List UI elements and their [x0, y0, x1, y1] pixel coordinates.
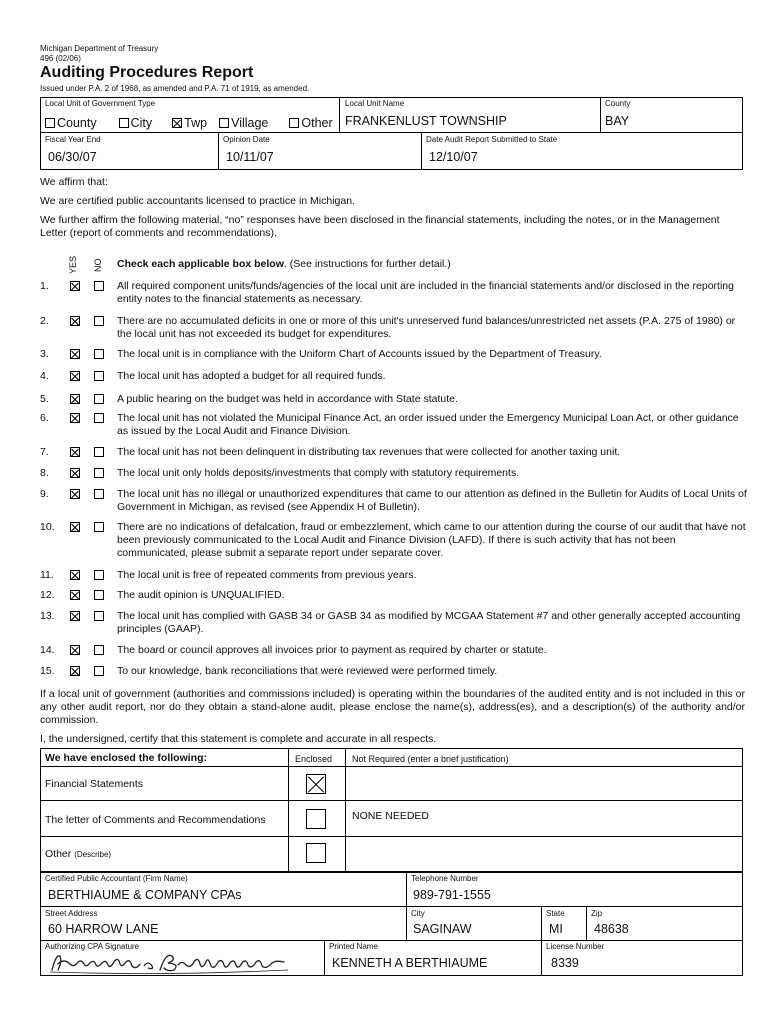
- financial-statements-label: Financial Statements: [45, 778, 144, 790]
- county-option-label: County: [57, 116, 97, 130]
- item-text: The local unit has not violated the Municipal Finance Act, an order issued under the Emergency Municipal Loan Act, or other guidance as issued by the Local Audit and Finance Division.: [117, 412, 739, 437]
- village-option-label: Village: [231, 116, 269, 130]
- no-checkbox[interactable]: [94, 468, 104, 478]
- yes-checkbox[interactable]: [70, 349, 80, 359]
- financial-statements-checkbox[interactable]: [306, 774, 326, 794]
- street-label: Street Address: [45, 909, 98, 918]
- item-number: 1.: [40, 280, 49, 292]
- yes-checkbox[interactable]: [70, 666, 80, 676]
- yes-checkbox[interactable]: [70, 316, 80, 326]
- twp-checkbox[interactable]: [172, 118, 182, 128]
- no-checkbox[interactable]: [94, 281, 104, 291]
- firm-name-value[interactable]: BERTHIAUME & COMPANY CPAs: [48, 888, 242, 902]
- city-label: City: [411, 909, 425, 918]
- no-checkbox[interactable]: [94, 522, 104, 532]
- unit-name-label: Local Unit Name: [345, 99, 405, 108]
- item-number: 5.: [40, 393, 49, 405]
- county-value[interactable]: BAY: [605, 114, 630, 128]
- no-column-header: NO: [93, 258, 103, 272]
- no-checkbox[interactable]: [94, 447, 104, 457]
- enclosed-column-header: Enclosed: [295, 754, 333, 764]
- item-number: 9.: [40, 488, 49, 500]
- form-number: 496 (02/06): [40, 54, 81, 63]
- yes-checkbox[interactable]: [70, 611, 80, 621]
- yes-checkbox[interactable]: [70, 590, 80, 600]
- no-checkbox[interactable]: [94, 666, 104, 676]
- item-number: 6.: [40, 412, 49, 424]
- enclosed-header: We have enclosed the following:: [45, 752, 207, 764]
- zip-value[interactable]: 48638: [594, 922, 629, 936]
- other-checkbox[interactable]: [306, 843, 326, 863]
- not-required-column-header: Not Required (enter a brief justification): [352, 754, 509, 764]
- unit-type-label: Local Unit of Government Type: [45, 99, 156, 108]
- unit-type-options: [45, 116, 333, 130]
- department-name: Michigan Department of Treasury: [40, 44, 159, 53]
- item-number: 10.: [40, 521, 55, 533]
- city-option-label: City: [130, 116, 153, 130]
- item-text: A public hearing on the budget was held in accordance with State statute.: [117, 393, 458, 405]
- city-checkbox[interactable]: [119, 118, 129, 128]
- submitted-date-value[interactable]: 12/10/07: [429, 150, 478, 164]
- item-text: The local unit has complied with GASB 34 or GASB 34 as modified by MCGAA Statement #7 and other generally accepted accounting principles (GAAP).: [117, 610, 741, 635]
- item-text: The local unit has no illegal or unauthorized expenditures that came to our attention as defined in the Bulletin for Audits of Local Units of Government in Michigan, as revised (see Appendix H of Bulletin).: [117, 488, 747, 513]
- item-text: There are no accumulated deficits in one or more of this unit's unreserved fund balances/unrestricted net assets (P.A. 275 of 1980) or the local unit has not exceeded its budget for expenditures.: [117, 315, 736, 340]
- city-value[interactable]: SAGINAW: [413, 922, 472, 936]
- yes-checkbox[interactable]: [70, 522, 80, 532]
- certify-statement: I, the undersigned, certify that this statement is complete and accurate in all respects.: [40, 733, 437, 745]
- street-value[interactable]: 60 HARROW LANE: [48, 922, 159, 936]
- state-value[interactable]: MI: [549, 922, 563, 936]
- other-label: Other (Describe): [45, 848, 112, 860]
- opinion-date-label: Opinion Date: [223, 135, 270, 144]
- item-number: 8.: [40, 467, 49, 479]
- item-text: All required component units/funds/agencies of the local unit are included in the financial statements and/or disclosed in the reporting entity notes to the financial statements as necessary.: [117, 280, 734, 305]
- issued-under: Issued under P.A. 2 of 1968, as amended and P.A. 71 of 1919, as amended.: [40, 84, 310, 93]
- fiscal-year-value[interactable]: 06/30/07: [48, 150, 97, 164]
- yes-checkbox[interactable]: [70, 447, 80, 457]
- item-text: The board or council approves all invoices prior to payment as required by charter or statute.: [117, 644, 547, 656]
- item-number: 15.: [40, 665, 55, 677]
- other-option-label: Other: [301, 116, 333, 130]
- no-checkbox[interactable]: [94, 590, 104, 600]
- item-text: The local unit is in compliance with the Uniform Chart of Accounts issued by the Department of Treasury.: [117, 348, 602, 360]
- telephone-value[interactable]: 989-791-1555: [413, 888, 491, 902]
- no-checkbox[interactable]: [94, 349, 104, 359]
- no-checkbox[interactable]: [94, 645, 104, 655]
- no-checkbox[interactable]: [94, 394, 104, 404]
- item-text: The audit opinion is UNQUALIFIED.: [117, 589, 285, 601]
- item-number: 12.: [40, 589, 55, 601]
- no-checkbox[interactable]: [94, 316, 104, 326]
- item-text: The local unit has not been delinquent in distributing tax revenues that were collected for another taxing unit.: [117, 446, 621, 458]
- letter-comments-label: The letter of Comments and Recommendations: [45, 814, 266, 826]
- item-number: 4.: [40, 370, 49, 382]
- item-text: The local unit only holds deposits/investments that comply with statutory requirements.: [117, 467, 520, 479]
- item-number: 11.: [40, 569, 54, 581]
- no-checkbox[interactable]: [94, 570, 104, 580]
- printed-name-value[interactable]: KENNETH A BERTHIAUME: [332, 956, 488, 970]
- county-checkbox[interactable]: [45, 118, 55, 128]
- letter-comments-checkbox[interactable]: [306, 809, 326, 829]
- twp-option-label: Twp: [184, 116, 208, 130]
- item-text: The local unit has adopted a budget for all required funds.: [117, 370, 386, 382]
- fiscal-year-label: Fiscal Year End: [45, 135, 101, 144]
- item-number: 2.: [40, 315, 49, 327]
- zip-label: Zip: [591, 909, 603, 918]
- affirm-material: We further affirm the following material, “no” responses have been disclosed in the financial statements, including the notes, or in the Management Letter (report of comments and recommendations).: [40, 214, 720, 239]
- yes-checkbox[interactable]: [70, 413, 80, 423]
- firm-name-label: Certified Public Accountant (Firm Name): [45, 874, 188, 883]
- other-checkbox[interactable]: [289, 118, 299, 128]
- affirm-intro: We affirm that:: [40, 176, 108, 188]
- telephone-label: Telephone Number: [411, 874, 479, 883]
- cpa-signature: [48, 950, 293, 981]
- check-instructions: Check each applicable box below. (See instructions for further detail.): [117, 258, 451, 270]
- local-unit-paragraph: If a local unit of government (authorities and commissions included) is operating within the boundaries of the audited entity and is not included in this or any other audit report, nor do they obtain a stand-alone audit, please enclose the name(s), address(es), and a description(s) of the authority and/or commission.: [40, 688, 745, 726]
- yes-checkbox[interactable]: [70, 394, 80, 404]
- affirm-cpa: We are certified public accountants licensed to practice in Michigan.: [40, 195, 355, 207]
- printed-name-label: Printed Name: [329, 942, 378, 951]
- no-checkbox[interactable]: [94, 611, 104, 621]
- submitted-date-label: Date Audit Report Submitted to State: [426, 135, 558, 144]
- yes-checkbox[interactable]: [70, 645, 80, 655]
- license-value[interactable]: 8339: [551, 956, 579, 970]
- county-label: County: [605, 99, 631, 108]
- item-text: The local unit is free of repeated comments from previous years.: [117, 569, 417, 581]
- yes-column-header: YES: [68, 255, 78, 274]
- yes-checkbox[interactable]: [70, 570, 80, 580]
- yes-checkbox[interactable]: [70, 468, 80, 478]
- item-text: There are no indications of defalcation, fraud or embezzlement, which came to our attention during the course of our audit that have not been previously communicated to the Local Audit and Finance Division (LAFD). If there is such activity that has not been communicated, please submit a separate report under separate cover.: [117, 521, 746, 559]
- item-text: To our knowledge, bank reconciliations that were reviewed were performed timely.: [117, 665, 498, 677]
- item-number: 3.: [40, 348, 49, 360]
- village-checkbox[interactable]: [219, 118, 229, 128]
- item-number: 13.: [40, 610, 55, 622]
- signature-label: Authorizing CPA Signature: [45, 942, 140, 951]
- opinion-date-value[interactable]: 10/11/07: [226, 150, 274, 164]
- item-number: 14.: [40, 644, 55, 656]
- item-number: 7.: [40, 446, 49, 458]
- yes-checkbox[interactable]: [70, 489, 80, 499]
- no-checkbox[interactable]: [94, 489, 104, 499]
- yes-checkbox[interactable]: [70, 371, 80, 381]
- no-checkbox[interactable]: [94, 371, 104, 381]
- page-title: Auditing Procedures Report: [40, 64, 254, 81]
- license-label: License Number: [546, 942, 605, 951]
- yes-checkbox[interactable]: [70, 281, 80, 291]
- unit-name-value[interactable]: FRANKENLUST TOWNSHIP: [345, 114, 507, 128]
- state-label: State: [546, 909, 565, 918]
- no-checkbox[interactable]: [94, 413, 104, 423]
- letter-comments-justification[interactable]: NONE NEEDED: [352, 810, 430, 822]
